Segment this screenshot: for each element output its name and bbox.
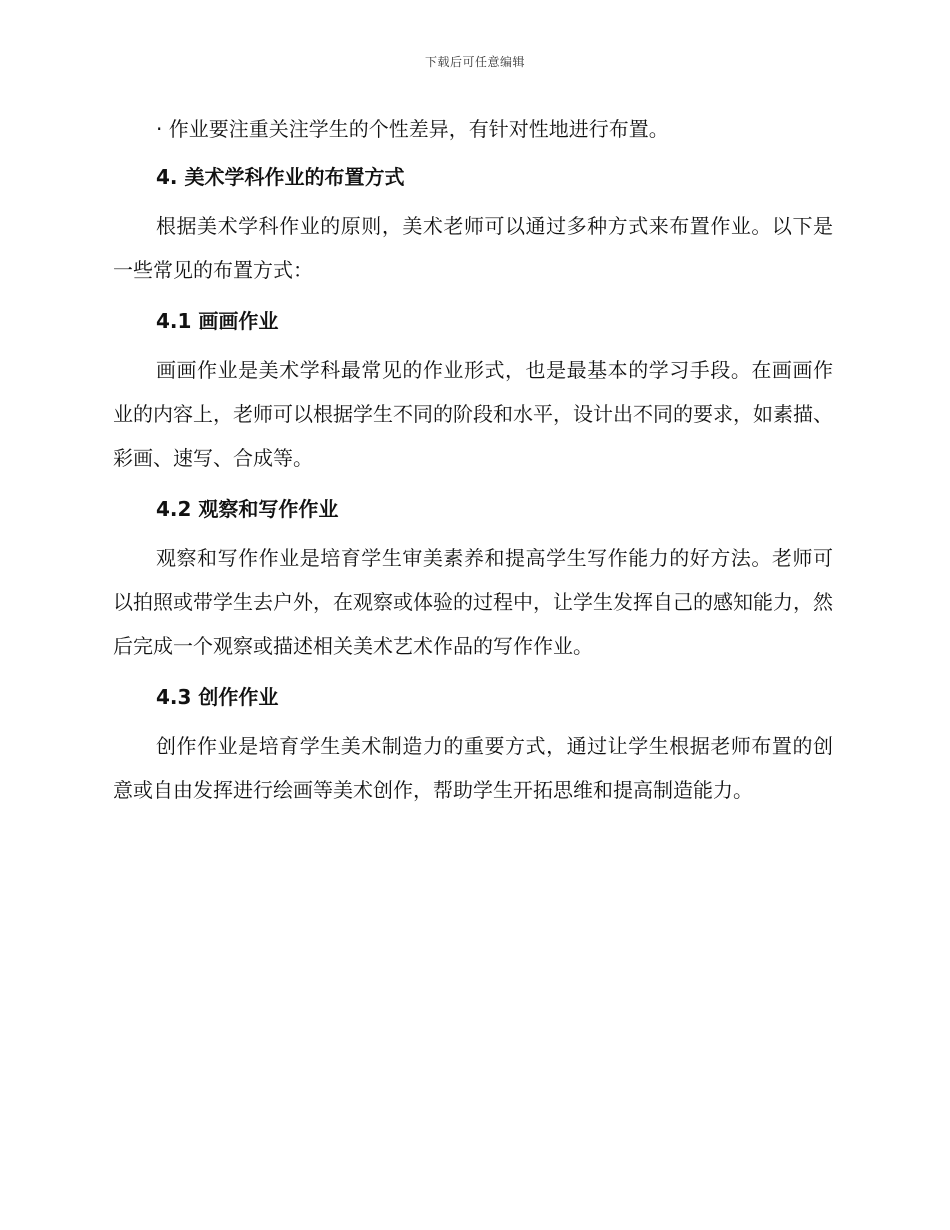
section-paragraph-4: 根据美术学科作业的原则，美术老师可以通过多种方式来布置作业。以下是一些常见的布置方式： [113,214,833,282]
document-body [113,112,833,812]
section-heading-4-1: 4.1 画画作业 [156,309,279,333]
bullet-item: · 作业要注重关注学生的个性差异，有针对性地进行布置。 [156,117,669,141]
section-heading-4-2: 4.2 观察和写作作业 [156,497,339,521]
section-paragraph-4-2: 观察和写作作业是培育学生审美素养和提高学生写作能力的好方法。老师可以拍照或带学生去户外，在观察或体验的过程中，让学生发挥自己的感知能力，然后完成一个观察或描述相关美术艺术作品的写作作业。 [113,546,833,658]
section-paragraph-4-1: 画画作业是美术学科最常见的作业形式，也是最基本的学习手段。在画画作业的内容上，老师可以根据学生不同的阶段和水平，设计出不同的要求，如素描、彩画、速写、合成等。 [113,358,833,470]
section-heading-4-3: 4.3 创作作业 [156,685,279,709]
section-paragraph-4-3: 创作作业是培育学生美术制造力的重要方式，通过让学生根据老师布置的创意或自由发挥进行绘画等美术创作，帮助学生开拓思维和提高制造能力。 [113,734,833,802]
page-header: 下载后可任意编辑 [424,55,525,69]
section-heading-4: 4. 美术学科作业的布置方式 [156,165,405,189]
